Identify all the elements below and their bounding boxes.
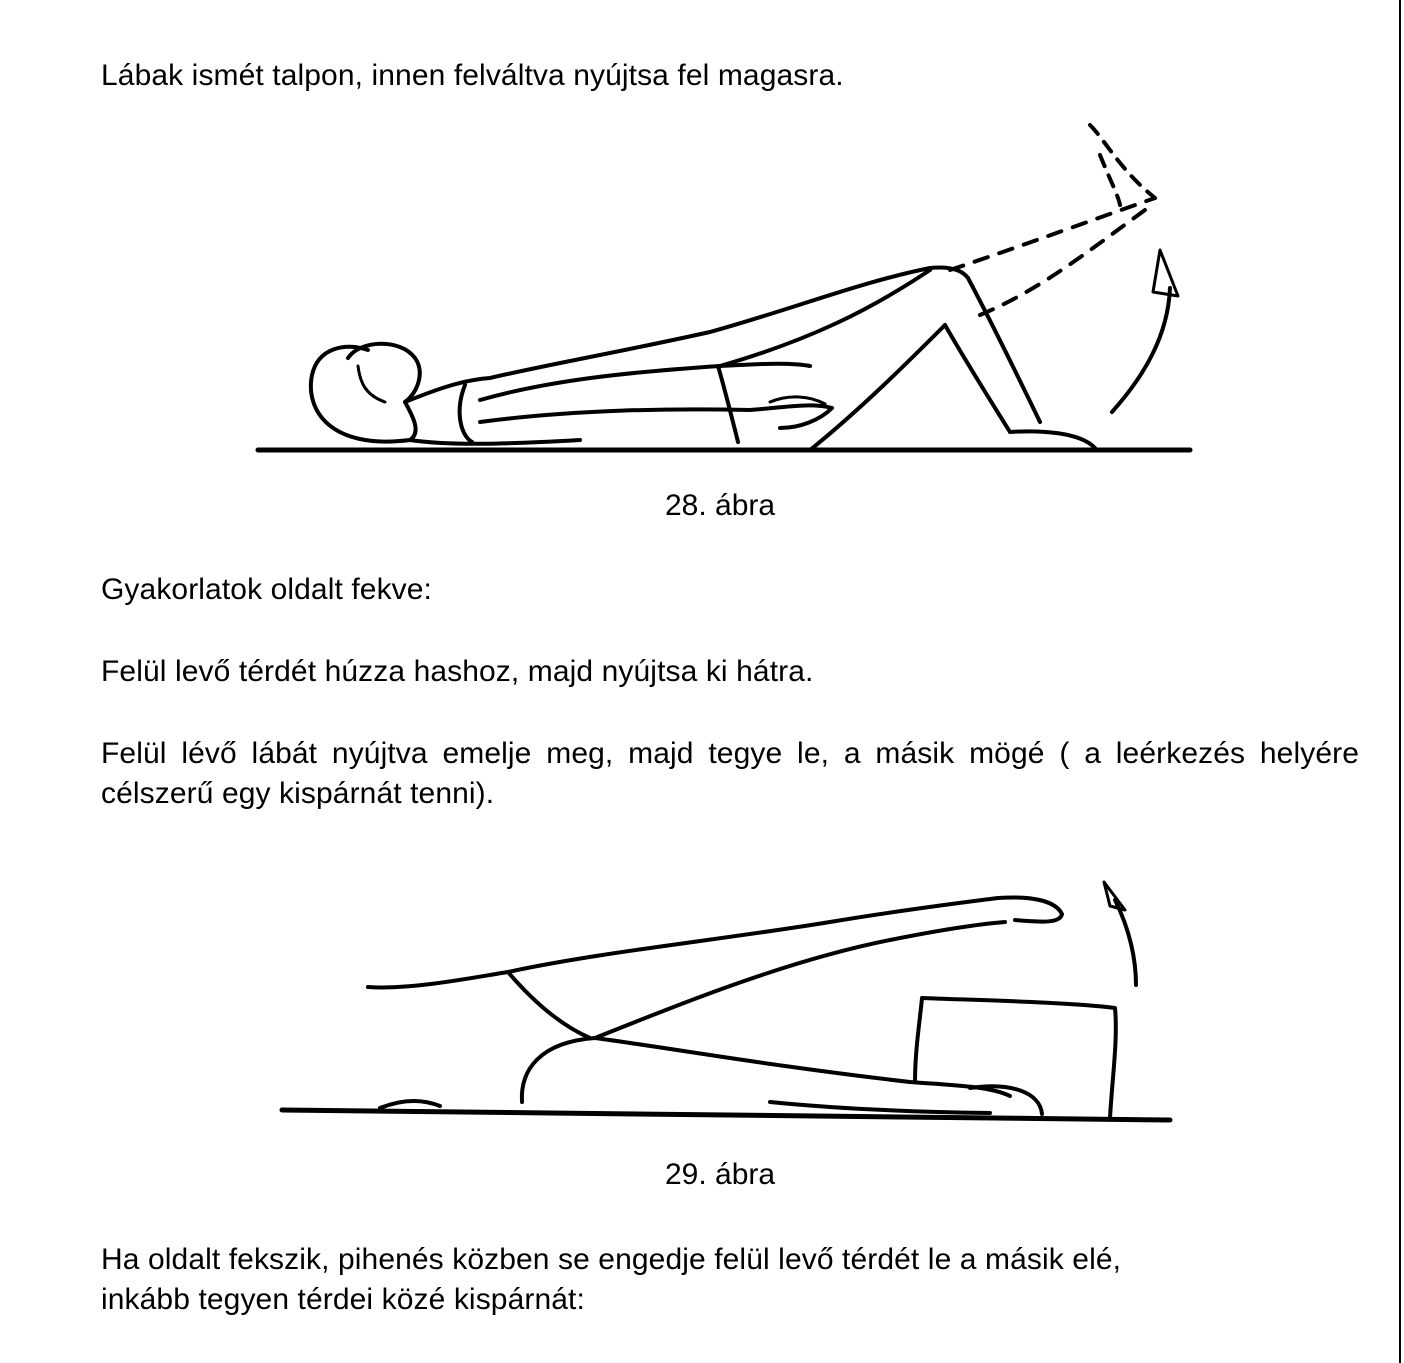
paragraph-resting-line-2: inkább tegyen térdei közé kispárnát: — [101, 1283, 585, 1316]
bent-thigh-lower — [810, 325, 945, 450]
head-outline — [311, 347, 410, 442]
paragraph-leg-lift-behind: Felül lévő lábát nyújtva emelje meg, majd tegye le, a másik mögé ( a leérkezés helyére célszerű egy kispárnát tenni). — [101, 737, 1359, 810]
hair-outline — [348, 344, 420, 440]
paragraph-side-lying-heading: Gyakorlatok oldalt fekve: — [101, 573, 432, 606]
belly-outline — [460, 385, 472, 442]
raised-leg-lower-dashed — [980, 210, 1145, 315]
face-line — [358, 366, 385, 402]
lower-leg-bottom — [770, 1102, 990, 1113]
hand-fingers — [770, 397, 825, 404]
arm-lower-line — [480, 409, 750, 422]
floor-line — [282, 1110, 1170, 1120]
shoulder-outline — [410, 440, 580, 444]
lower-leg-top — [595, 1038, 1010, 1096]
lift-arrow-curve — [1112, 288, 1170, 412]
lift-arrow-head — [1104, 882, 1125, 910]
figure-29-caption: 29. ábra — [665, 1158, 776, 1191]
paragraph-knee-to-belly: Felül levő térdét húzza hashoz, majd nyújtsa ki hátra. — [101, 655, 814, 688]
foot-outline — [1010, 431, 1095, 448]
paragraph-leg-raise-instruction: Lábak ismét talpon, innen felváltva nyújtsa fel magasra. — [101, 59, 844, 92]
hip-crease — [508, 972, 590, 1038]
torso-top-line — [368, 972, 508, 987]
hip-outline — [522, 1038, 595, 1102]
lift-arrow-head — [1153, 250, 1178, 296]
raised-leg-bottom — [595, 922, 1005, 1038]
back-outline — [405, 268, 930, 402]
raised-leg-upper-dashed — [950, 198, 1155, 270]
raised-foot-dashed — [1090, 125, 1155, 205]
page-right-border — [1399, 0, 1401, 1363]
cushion-outline — [915, 998, 1116, 1118]
figure-28-drawing — [250, 110, 1200, 470]
hand-outline — [750, 405, 832, 428]
lower-foot — [970, 1086, 1042, 1114]
paragraph-resting-line-1: Ha oldalt fekszik, pihenés közben se engedje felül levő térdét le a másik elé, — [101, 1243, 1122, 1276]
bent-shin-front — [968, 278, 1040, 422]
shoulder-bump — [380, 1101, 440, 1108]
figure-29-drawing — [270, 870, 1190, 1140]
raised-foot — [998, 898, 1062, 922]
waist-line — [718, 366, 738, 442]
figure-28-caption: 28. ábra — [665, 489, 776, 522]
lift-arrow-curve — [1115, 900, 1136, 985]
